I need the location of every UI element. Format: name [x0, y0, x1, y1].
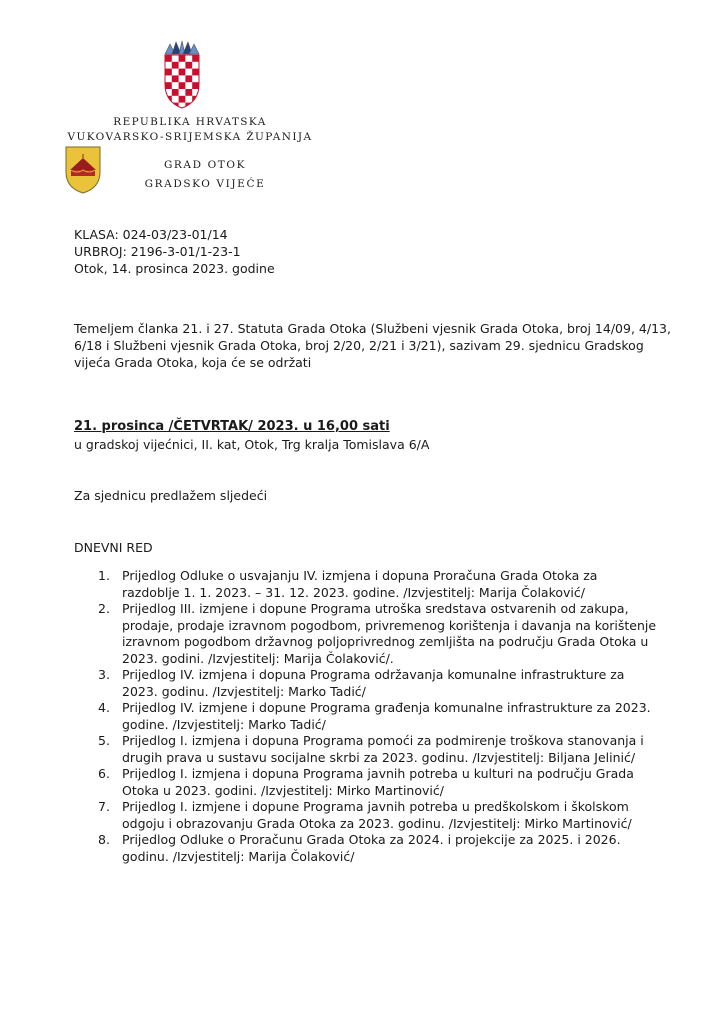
agenda-item: [98, 667, 658, 700]
agenda-item-text: Prijedlog III. izmjene i dopune Programa utroška sredstava ostvarenih od zakupa, prodaje, prodaje izravnom pogodbom, privremenog korištenja i davanja na korištenje izravnom pogodbom državnog poljoprivrednog zemljišta na području Grada Otoka u 2023. godini. /Izvjestitelj: Marija Čolaković/.: [122, 601, 657, 666]
session-venue: u gradskoj vijećnici, II. kat, Otok, Trg kralja Tomislava 6/A: [74, 437, 430, 452]
agenda-item: [98, 733, 658, 766]
issuer-header: [40, 115, 340, 145]
agenda-item-number: 7.: [98, 799, 110, 814]
agenda-item-number: 5.: [98, 733, 110, 748]
county-name: VUKOVARSKO-SRIJEMSKA ŽUPANIJA: [67, 131, 313, 143]
agenda-item: [98, 799, 658, 832]
agenda-item-number: 6.: [98, 766, 110, 781]
document-meta: [74, 226, 275, 277]
republic-name: REPUBLIKA HRVATSKA: [113, 116, 267, 128]
croatian-coat-of-arms: [163, 40, 201, 110]
city-name: GRAD OTOK: [163, 159, 247, 171]
intro-paragraph: Temeljem članka 21. i 27. Statuta Grada Otoka (Službeni vjesnik Grada Otoka, broj 14/09, 4/13, 6/18 i Službeni vjesnik Grada Otoka, broj 2/20, 2/21 i 3/21), sazivam 29. sjednicu Gradskog vijeća Grada Otoka, koja će se održati: [74, 321, 671, 370]
place-date: Otok, 14. prosinca 2023. godine: [74, 261, 275, 276]
agenda-item-text: Prijedlog Odluke o usvajanju IV. izmjena i dopuna Proračuna Grada Otoka za razdoblje 1. 1. 2023. – 31. 12. 2023. godine. /Izvjestitelj: Marija Čolaković/: [122, 568, 598, 600]
agenda-title: DNEVNI RED: [74, 540, 153, 555]
agenda-item-number: 1.: [98, 568, 110, 583]
agenda-item-text: Prijedlog Odluke o Proračunu Grada Otoka za 2024. i projekcije za 2025. i 2026. godinu. /Izvjestitelj: Marija Čolaković/: [122, 832, 621, 864]
agenda-item-text: Prijedlog IV. izmjena i dopuna Programa održavanja komunalne infrastrukture za 2023. godinu. /Izvjestitelj: Marko Tadić/: [122, 667, 625, 699]
proposal-line: Za sjednicu predlažem sljedeći: [74, 488, 268, 503]
agenda-item-number: 2.: [98, 601, 110, 616]
agenda-item: [98, 766, 658, 799]
town-coat-of-arms: [65, 146, 101, 194]
agenda-item-text: Prijedlog I. izmjena i dopuna Programa pomoći za podmirenje troškova stanovanja i drugih prava u sustavu socijalne skrbi za 2023. godinu. /Izvjestitelj: Biljana Jelinić/: [122, 733, 644, 765]
agenda-list: [98, 568, 658, 865]
agenda-item: [98, 568, 658, 601]
agenda-item-number: 3.: [98, 667, 110, 682]
agenda-item: [98, 601, 658, 667]
agenda-item-text: Prijedlog IV. izmjene i dopune Programa građenja komunalne infrastrukture za 2023. godine. /Izvjestitelj: Marko Tadić/: [122, 700, 651, 732]
agenda-item-text: Prijedlog I. izmjena i dopuna Programa javnih potreba u kulturi na području Grada Otoka u 2023. godini. /Izvjestitelj: Mirko Martinović/: [122, 766, 634, 798]
city-council-header: [130, 156, 280, 194]
council-name: GRADSKO VIJEĆE: [144, 178, 266, 190]
agenda-item: [98, 832, 658, 865]
agenda-item-text: Prijedlog I. izmjene i dopune Programa javnih potreba u predškolskom i školskom odgoju i obrazovanju Grada Otoka za 2023. godinu. /Izvjestitelj: Mirko Martinović/: [122, 799, 632, 831]
klasa: KLASA: 024-03/23-01/14: [74, 227, 228, 242]
urbroj: URBROJ: 2196-3-01/1-23-1: [74, 244, 241, 259]
agenda-item: [98, 700, 658, 733]
agenda-item-number: 8.: [98, 832, 110, 847]
agenda-item-number: 4.: [98, 700, 110, 715]
session-date: 21. prosinca /ČETVRTAK/ 2023. u 16,00 sati: [74, 419, 390, 434]
